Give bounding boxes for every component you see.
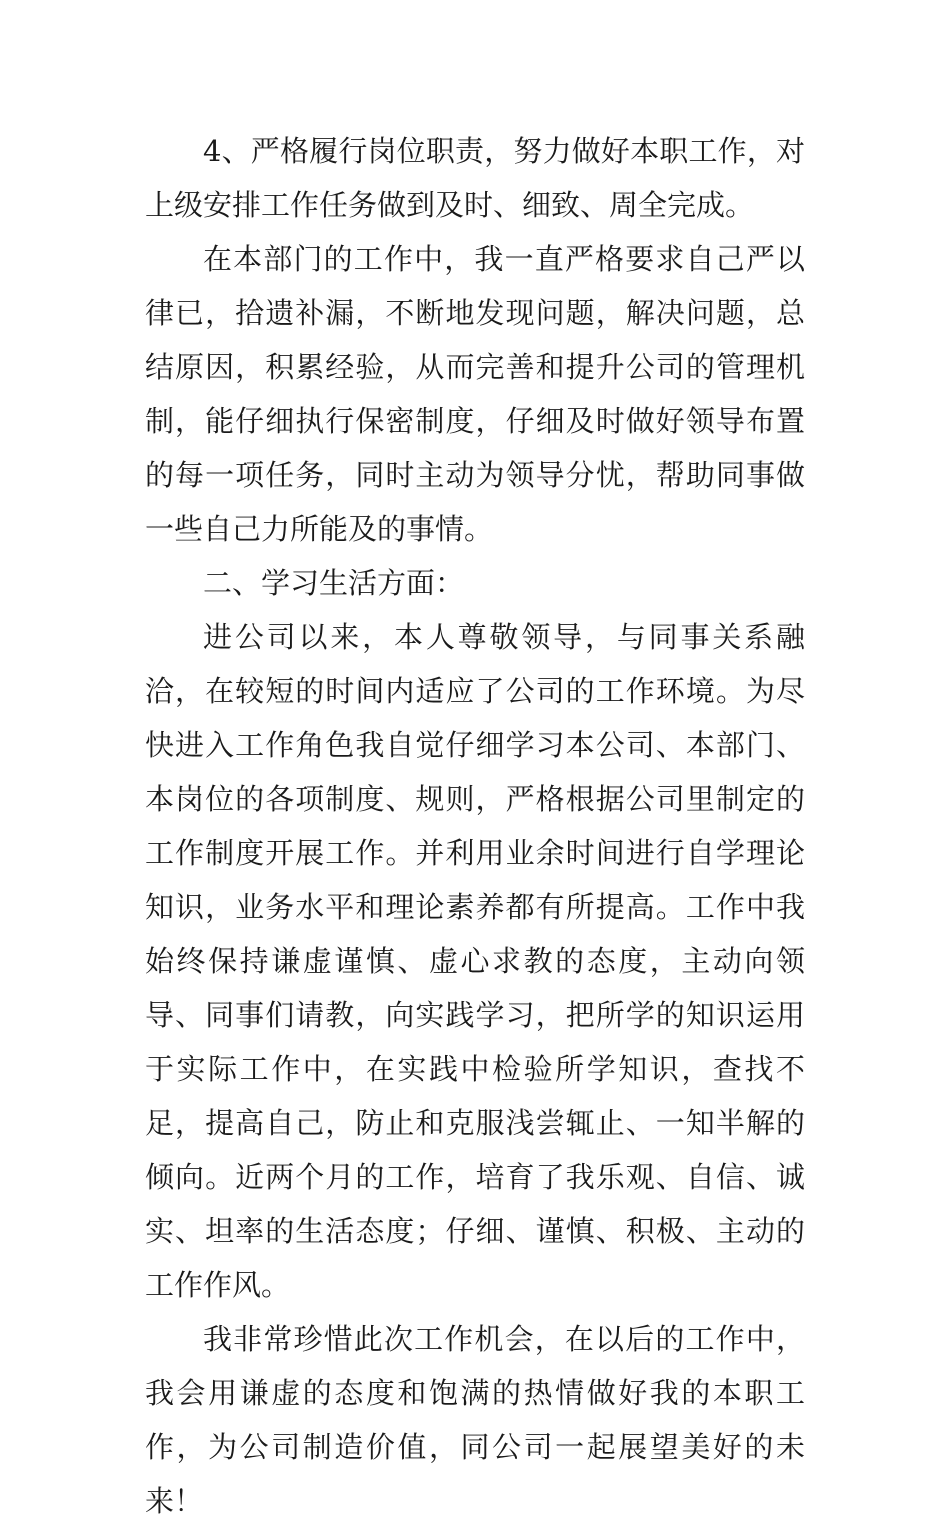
paragraph-study-life: 进公司以来，本人尊敬领导，与同事关系融洽，在较短的时间内适应了公司的工作环境。为尽快进入工作角色我自觉仔细学习本公司、本部门、本岗位的各项制度、规则，严格根据公司里制定的工作制度开展工作。并利用业余时间进行自学理论知识，业务水平和理论素养都有所提高。工作中我始终保持谦虚谨慎、虚心求教的态度，主动向领导、同事们请教，向实践学习，把所学的知识运用于实际工作中，在实践中检验所学知识，查找不足，提高自己，防止和克服浅尝辄止、一知半解的倾向。近两个月的工作，培育了我乐观、自信、诚实、坦率的生活态度；仔细、谨慎、积极、主动的工作作风。 [145, 620, 805, 1302]
paragraph-department-work: 在本部门的工作中，我一直严格要求自己严以律已，拾遗补漏，不断地发现问题，解决问题，总结原因，积累经验，从而完善和提升公司的管理机制，能仔细执行保密制度，仔细及时做好领导布置的每一项任务，同时主动为领导分忧，帮助同事做一些自己力所能及的事情。 [145, 242, 805, 546]
section-heading-study-life: 二、学习生活方面： [203, 566, 465, 600]
paragraph-duty-item-4: 4、严格履行岗位职责，努力做好本职工作，对上级安排工作任务做到及时、细致、周全完成。 [145, 134, 805, 222]
paragraph-closing: 我非常珍惜此次工作机会，在以后的工作中，我会用谦虚的态度和饱满的热情做好我的本职工作，为公司制造价值，同公司一起展望美好的未来！ [145, 1322, 805, 1518]
document-body [145, 124, 805, 1528]
